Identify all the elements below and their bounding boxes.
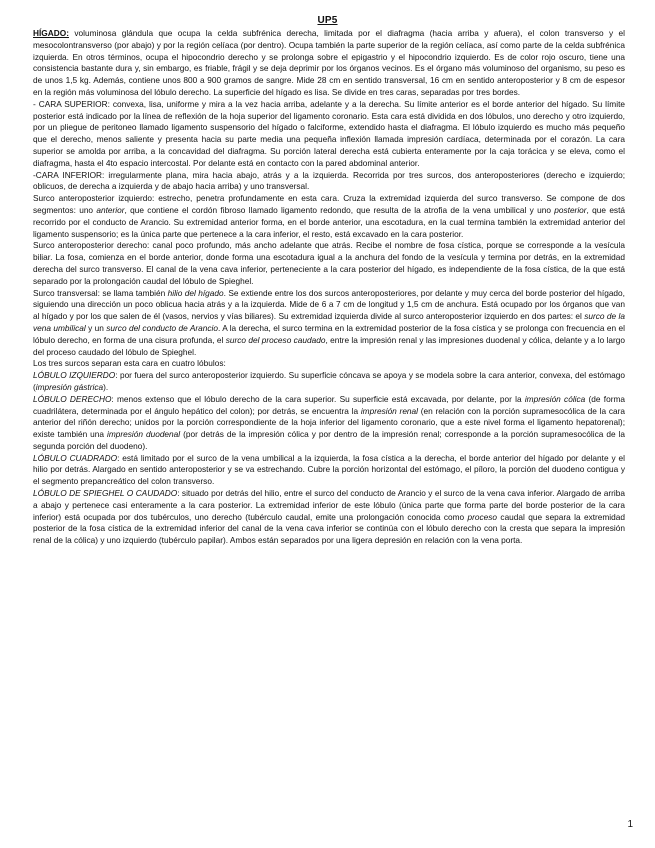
text-run: , que contiene el cordón fibroso llamado ligamento redondo, que resulta de la atrofia de la vena umbilical y uno [124,204,555,215]
text-run: , que está recorrido por el conducto de Arancio. Su extremidad anterior forma, en el borde anterior, una escotadura, en la cual termina también la extremidad anterior del ligamento suspensorio; es la única parte que pertenece a la cara inferior, el resto, está excavado en la cara posterior. [33,204,626,239]
paragraph [33,488,625,547]
text-run: . A la derecha, el surco termina en la extremidad posterior de la fosa cística y se prolonga con frecuencia en el lóbulo derecho, en forma de una cisura profunda, el [33,322,625,345]
paragraph [33,240,625,287]
text-run: impresión cólica [524,393,586,404]
text-run: surco de la vena umbilical [33,311,625,333]
text-run: impresión renal [360,405,419,416]
text-run: posterior [554,204,587,215]
text-run: : por fuera del surco anteroposterior izquierdo. Su superficie cóncava se apoya y se modela sobre la cara anterior, convexa, del estómago ( [33,370,625,392]
text-run: Los tres surcos separan esta cara en cuatro lóbulos: [33,358,226,369]
text-run: , entre la impresión renal y las impresiones duodenal y cólica, delante y a lo largo del proceso caudado del lóbulo de Spieghel. [33,334,625,357]
text-run: HÍGADO: [33,28,69,38]
text-run: LÓBULO CUADRADO [33,452,118,463]
text-run: proceso [467,511,498,522]
text-run: : está limitado por el surco de la vena umbilical a la izquierda, la fosa cística a la derecha, el borde anterior del hígado por delante y el hilio por detrás. Alargado en sentido anteroposterior y se va estrechando. Cubre la porción horizontal del estómago, el píloro, la porción del duodeno contigua y el segmento prepancreático del colon transverso. [33,452,625,487]
text-run: Surco anteroposterior izquierdo: estrecho, penetra profundamente en esta cara. Cruza la extremidad izquierda del surco transverso. Se compone de dos segmentos: uno [33,193,625,215]
text-run: Surco anteroposterior derecho: canal poco profundo, más ancho adelante que atrás. Recibe el nombre de fosa cística, porque se corresponde a la vesícula biliar. La fosa, comienza en el borde anterior, donde forma una escotadura igual a la anchura del fondo de la vesícula y termina por detrás, en la extremidad derecha del surco transverso. El canal de la vena cava inferior, perteneciente a la cara posterior del hígado, es independiente de la fosa cística, de la que está separado por la prolongación caudal del lóbulo de Spieghel. [33,240,625,286]
paragraph [33,288,625,359]
text-run: -CARA INFERIOR: irregularmente plana, mira hacia abajo, atrás y a la izquierda. Recorrida por tres surcos, dos anteroposteriores (derecho e izquierdo; oblicuos, de derecha a izquierda y de abajo hacia arriba) y uno transversal. [33,169,625,192]
paragraph [33,193,625,240]
paragraph [33,28,625,99]
text-run: LÓBULO DERECHO [33,393,112,404]
text-run: (de forma cuadrilátera, determinada por el ángulo hepático del colon); por detrás, se encuentra la [33,393,626,416]
text-run: voluminosa glándula que ocupa la celda subfrénica derecha, limitada por el diafragma (hacia arriba y afuera), el colon transverso y el mesocolontransverso (por abajo) y por la región celíaca (por dentro). Ocupa también la parte superior de la región celíaca, así como parte de la celda subfrénica izquierda. En otros términos, ocupa el hipocondrio derecho y se prolonga sobre el epigastrio y el hipocondrio izquierdo. Es de color rojo oscuro, tiene una consistencia bastante dura y, sin embargo, es friable, frágil y se deja deprimir por los órganos vecinos. Es el órgano más voluminoso del organismo, su peso es de unos 1,5 kg. Además, contiene unos 800 a 900 gramos de sangre. Mide 28 cm en sentido transversal, 16 cm en sentido anteroposterior y 8 cm de espesor en la región más voluminosa del lóbulo derecho. La superficie del hígado es lisa. Se divide en tres caras, separadas por tres bordes. [33,28,625,97]
text-run: impresión duodenal [107,429,181,440]
text-run: : situado por detrás del hilio, entre el surco del conducto de Arancio y el surco de la vena cava inferior. Alargado de arriba a abajo y pertenece casi enteramente a la cara posterior. La extremidad inferior de este lóbulo (única parte que forma parte del borde posterior de la cara inferior) está ocupada por dos tubérculos, uno derecho (tubérculo caudal, emite una prolongación conocida como [33,488,625,522]
text-run: (por detrás de la impresión cólica y por dentro de la impresión renal; corresponde a la porción supramesocólica de la segunda porción del duodeno). [33,429,626,451]
text-run: impresión gástrica [35,381,104,392]
text-run: (en relación con la porción supramesocólica de la cara anterior del riñón derecho; unidos por la porción correspondiente de la hoja inferior del ligamento coronario, que a este nivel forma el ligamento hepatorenal); existe también una [33,405,626,440]
document-body [33,28,625,547]
paragraph [33,358,625,370]
text-run: LÓBULO IZQUIERDO [33,370,116,381]
paragraph [33,453,625,488]
paragraph [33,394,625,453]
text-run: surco del proceso caudado [225,334,326,345]
text-run: LÓBULO DE SPIEGHEL O CAUDADO [33,488,178,499]
text-run: surco del conducto de Arancio [106,322,218,333]
text-run: caudal que separa la extremidad posterior de la fosa cística de la extremidad inferior del canal de la vena cava inferior se continúa con el lóbulo derecho con la cresta que separa la impresión renal de la cólica) y uno izquierdo (tubérculo papilar). Ambos están separados por una ligera depresión en relación con la vena porta. [33,511,625,546]
text-run: anterior [96,204,125,215]
page-number: 1 [627,819,633,830]
paragraph [33,170,625,194]
text-run: hilio del hígado [167,287,224,298]
text-run: ). [103,381,109,392]
text-run: y un [85,322,107,333]
text-run: Surco transversal: se llama también [33,287,168,298]
text-run: - CARA SUPERIOR: convexa, lisa, uniforme y mira a la vez hacia arriba, adelante y a la derecha. Su límite anterior es el borde anterior del hígado. Su límite posterior está indicado por la línea de reflexión de la hoja superior del ligamento coronario. Esta cara está dividida en dos lóbulos, uno derecho y otro izquierdo, por un pliegue de peritoneo llamado ligamento suspensorio del hígado o falciforme, extendido hasta el diafragma. El lóbulo izquierdo es mucho más pequeño que el derecho, menos saliente y presenta hacia su parte media una pequeña inflexión llamada impresión cardíaca, determinada por el corazón. La cara superior se amolda por arriba, a la concavidad del diafragma. Su porción lateral derecha está cubierta enteramente por la caja torácica y se eleva, como el diafragma, hasta el 4to espacio intercostal. Por delante está en contacto con la pared abdominal anterior. [33,98,625,168]
page-title: UP5 [317,15,338,26]
text-run: . Se extiende entre los dos surcos anteroposteriores, por delante y muy cerca del borde posterior del hígado, siguiendo una dirección un poco oblicua hacia atrás y a la izquierda. Mide de 6 a 7 cm de longitud y 1,5 cm de anchura. Está ocupado por los órganos que van al hígado y por los que salen de él (vasos, nervios y vías biliares). Su extremidad izquierda divide al surco anteroposterior izquierdo en dos partes: el [33,287,625,322]
paragraph [33,99,625,170]
paragraph [33,370,625,394]
text-run: : menos extenso que el lóbulo derecho de la cara superior. Su superficie está excavada, por delante, por la [111,393,525,404]
